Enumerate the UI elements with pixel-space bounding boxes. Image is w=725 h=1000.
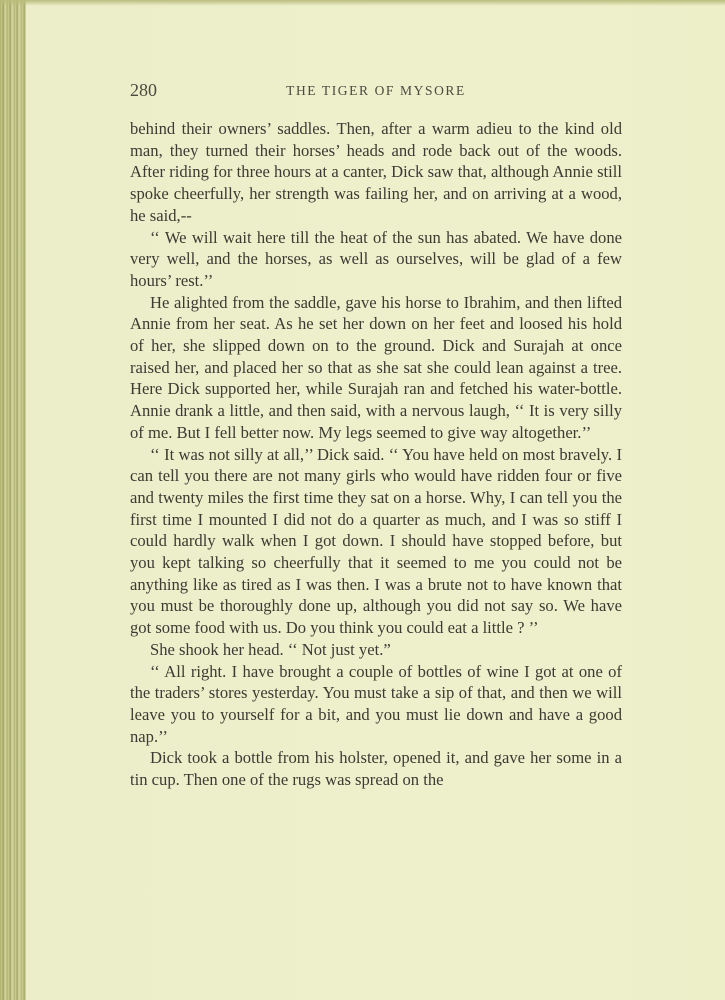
running-head: THE TIGER OF MYSORE — [286, 83, 466, 98]
paragraph-3: He alighted from the saddle, gave his horse to Ibrahim, and then lifted Annie from her seat. As he set her down on her feet and loosed his hold of her, she slipped down on to the ground. Dick and Surajah at once raised her, and placed her so that as she sat she could lean against a tree. Here Dick supported her, while Surajah ran and fetched his water-bottle. Annie drank a little, and then said, with a nervous laugh, ‘‘ It is very silly of me. But I fell better now. My legs seemed to give way altogether.’’ — [130, 292, 622, 442]
page-header — [130, 80, 622, 104]
body-text — [130, 118, 622, 791]
paragraph-1: behind their owners’ saddles. Then, after a warm adieu to the kind old man, they turned their horses’ heads and rode back out of the woods. After riding for three hours at a canter, Dick saw that, although Annie still spoke cheerfully, her strength was failing her, and on arriving at a wood, he said,-- — [130, 119, 622, 225]
page-top-edge — [0, 0, 725, 6]
paragraph-6: ‘‘ All right. I have brought a couple of bottles of wine I got at one of the traders’ stores yesterday. You must take a sip of that, and then we will leave you to yourself for a bit, and you must lie down and have a good nap.’’ — [130, 661, 622, 746]
paragraph-2: ‘‘ We will wait here till the heat of the sun has abated. We have done very well, and the horses, as well as ourselves, will be glad of a few hours’ rest.’’ — [130, 227, 622, 290]
paragraph-5: She shook her head. ‘‘ Not just yet.” — [150, 639, 391, 659]
paragraph-4: ‘‘ It was not silly at all,’’ Dick said. ‘‘ You have held on most bravely. I can tell you there are not many girls who would have ridden four or five and twenty miles the first time they sat on a horse. Why, I can tell you the first time I mounted I did not do a quarter as much, and I was so stiff I could hardly walk when I got down. I should have stopped before, but you kept talking so cheerfully that it seemed to me you could not be anything like as tired as I was then. I was a brute not to have known that you must be thoroughly done up, although you did not say so. We have got some food with us. Do you think you could eat a little ? ’’ — [130, 444, 622, 638]
page-number: 280 — [130, 80, 157, 100]
book-spine — [0, 0, 26, 1000]
paragraph-7: Dick took a bottle from his holster, opened it, and gave her some in a tin cup. Then one of the rugs was spread on the — [130, 748, 622, 790]
